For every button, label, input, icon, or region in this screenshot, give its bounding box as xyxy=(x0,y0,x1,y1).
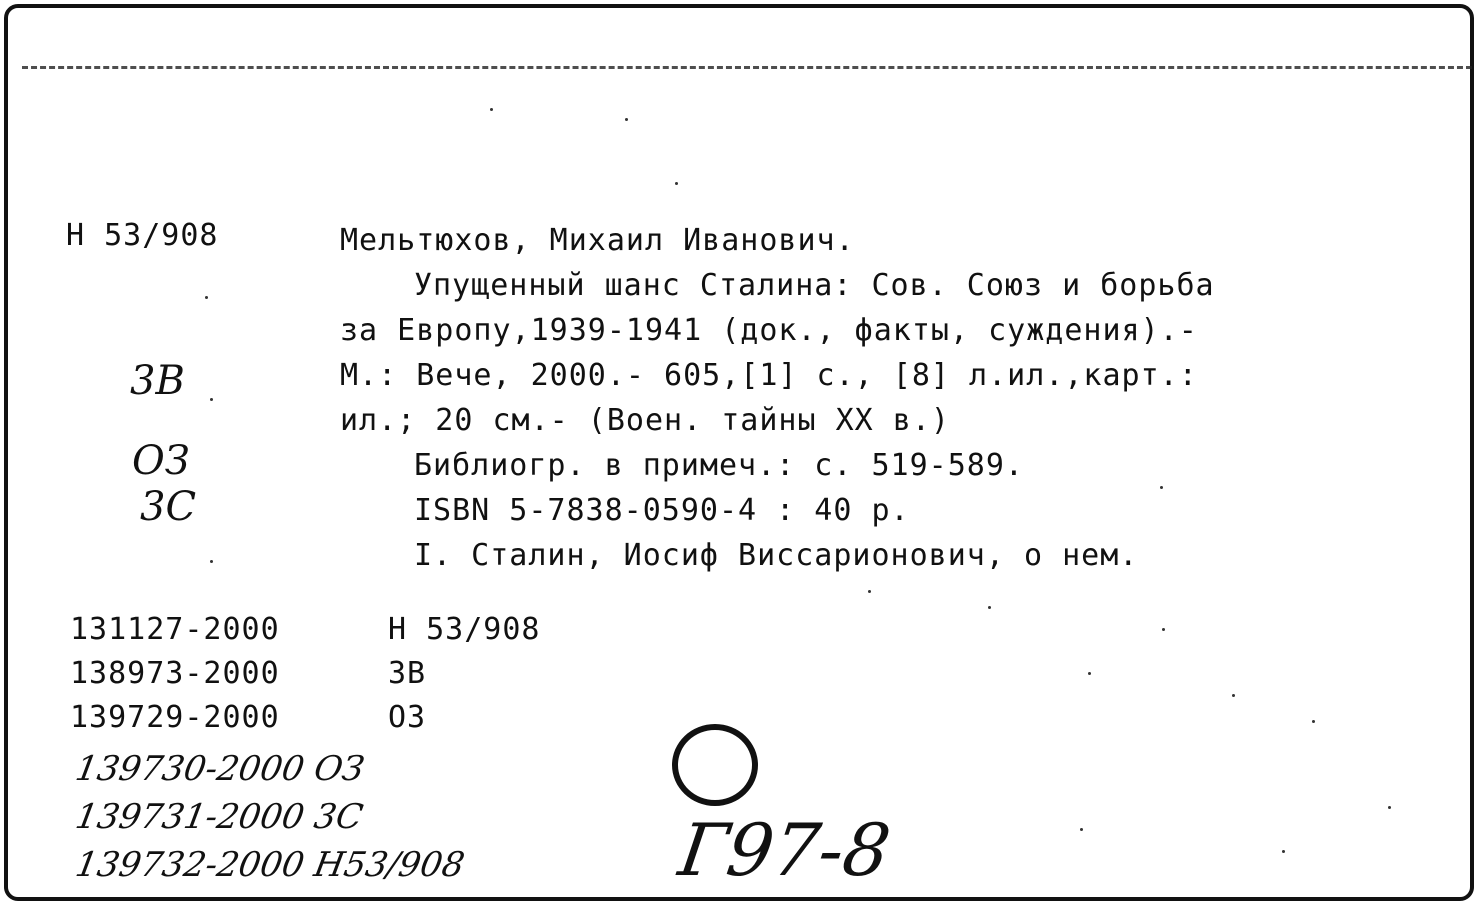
handwritten-accession-row xyxy=(72,745,468,793)
top-dashed-rule xyxy=(22,66,1472,69)
accession-location: Н 53/908 xyxy=(388,612,541,647)
scan-speck xyxy=(1088,672,1091,675)
bibliography-note: Библиогр. в примеч.: с. 519-589. xyxy=(414,448,1024,483)
handwritten-stamp-code: Г97-8 xyxy=(674,808,896,892)
scan-speck xyxy=(1160,486,1163,489)
handwritten-code: ОЗ xyxy=(132,438,190,484)
accession-number: 138973-2000 xyxy=(70,656,280,691)
scan-speck xyxy=(1388,806,1391,809)
accession-location: 3С xyxy=(311,797,366,837)
description-line: Упущенный шанс Сталина: Сов. Союз и борьба xyxy=(414,268,1215,303)
circle-mark xyxy=(672,724,758,806)
scan-speck xyxy=(490,108,493,111)
scan-speck xyxy=(210,560,213,563)
scan-speck xyxy=(675,182,678,185)
accession-number: 139732-2000 xyxy=(72,845,308,885)
scan-speck xyxy=(1232,694,1235,697)
description-line: ил.; 20 см.- (Воен. тайны XX в.) xyxy=(340,403,950,438)
accession-number: 139729-2000 xyxy=(70,700,280,735)
accession-number: 131127-2000 xyxy=(70,612,280,647)
scan-speck xyxy=(205,296,208,299)
handwritten-accessions xyxy=(72,745,468,889)
accession-row xyxy=(70,652,541,696)
description-line: М.: Вече, 2000.- 605,[1] с., [8] л.ил.,карт.: xyxy=(340,358,1198,393)
handwritten-code: 3В xyxy=(130,358,185,404)
accession-location: Н53/908 xyxy=(311,845,468,885)
accession-number: 139730-2000 xyxy=(72,749,308,789)
scan-speck xyxy=(1162,628,1165,631)
catalog-entry xyxy=(340,218,1215,578)
scan-speck xyxy=(1080,828,1083,831)
accession-number: 139731-2000 xyxy=(72,797,308,837)
scan-speck xyxy=(210,398,213,401)
handwritten-accession-row xyxy=(72,841,468,889)
scan-speck xyxy=(988,606,991,609)
accession-row xyxy=(70,696,541,740)
scan-speck xyxy=(868,590,871,593)
accession-location: 3В xyxy=(388,656,427,691)
description-line: за Европу,1939-1941 (док., факты, суждения).- xyxy=(340,313,1198,348)
isbn-price: ISBN 5-7838-0590-4 : 40 р. xyxy=(414,493,910,528)
handwritten-code: 3С xyxy=(140,484,197,530)
accession-location: ОЗ xyxy=(388,700,427,735)
accession-row xyxy=(70,608,541,652)
accession-location: ОЗ xyxy=(311,749,368,789)
scan-speck xyxy=(1282,850,1285,853)
author-heading: Мельтюхов, Михаил Иванович. xyxy=(340,223,855,258)
handwritten-accession-row xyxy=(72,793,468,841)
scan-speck xyxy=(625,118,628,121)
accession-list xyxy=(70,608,541,740)
subject-entry: I. Сталин, Иосиф Виссарионович, о нем. xyxy=(414,538,1139,573)
shelf-mark: Н 53/908 xyxy=(66,218,219,253)
scan-speck xyxy=(1312,720,1315,723)
